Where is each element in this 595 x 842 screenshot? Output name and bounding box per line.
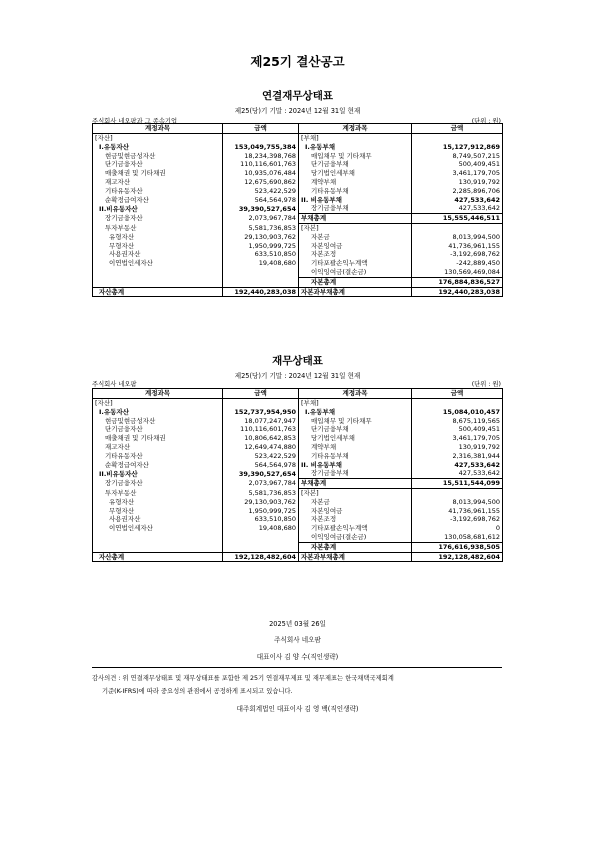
column-header: 계정과목 — [299, 389, 412, 399]
asset-account: [자산] — [93, 399, 223, 408]
liability-equity-account: 장기금융부채 — [299, 469, 412, 478]
liability-equity-account: 장기금융부채 — [299, 204, 412, 213]
liability-equity-amount: -242,889,450 — [412, 259, 503, 268]
asset-account: 유형자산 — [93, 498, 223, 507]
table-row — [93, 268, 503, 277]
total-liabilities-equity-amount: 192,128,482,604 — [412, 552, 503, 562]
liability-equity-amount: 3,461,179,705 — [412, 434, 503, 443]
asset-amount — [223, 542, 299, 552]
table-row — [93, 443, 503, 452]
liability-equity-account: [부채] — [299, 134, 412, 143]
liability-equity-account: 당기법인세부채 — [299, 434, 412, 443]
table-row — [93, 242, 503, 251]
liability-equity-account: 계약부채 — [299, 443, 412, 452]
asset-account: 기타유동자산 — [93, 187, 223, 196]
liability-equity-amount: 15,127,912,869 — [412, 143, 503, 152]
liability-equity-account: 부채총계 — [299, 479, 412, 489]
column-header: 금액 — [412, 389, 503, 399]
ceo-signature: 대표이사 김 양 수(직인생략) — [256, 653, 339, 661]
total-assets-amount: 192,440,283,038 — [223, 287, 299, 297]
liability-equity-amount: 41,736,961,155 — [412, 507, 503, 516]
table-row — [93, 196, 503, 205]
liability-equity-account: 부채총계 — [299, 214, 412, 224]
liability-equity-account: 자본총계 — [299, 277, 412, 287]
asset-amount: 19,408,680 — [223, 259, 299, 268]
asset-account: 순확정급여자산 — [93, 196, 223, 205]
asset-account: II.비유동자산 — [93, 204, 223, 213]
asset-amount: 12,649,474,880 — [223, 443, 299, 452]
asset-account: 사용권자산 — [93, 515, 223, 524]
asset-account: 순확정급여자산 — [93, 461, 223, 470]
asset-amount: 29,130,903,762 — [223, 233, 299, 242]
table-row — [93, 434, 503, 443]
liability-equity-amount: 130,919,792 — [412, 178, 503, 187]
table-row — [93, 469, 503, 478]
asset-amount — [223, 134, 299, 143]
asset-amount: 2,073,967,784 — [223, 479, 299, 489]
liability-equity-account: [자본] — [299, 223, 412, 232]
table-row — [93, 250, 503, 259]
total-assets-label: 자산총계 — [93, 552, 223, 562]
liability-equity-account: 단기금융부채 — [299, 425, 412, 434]
table-row — [93, 515, 503, 524]
liability-equity-account: 자본조정 — [299, 250, 412, 259]
table-row — [93, 277, 503, 287]
liability-equity-amount: -3,192,698,762 — [412, 515, 503, 524]
liability-equity-account: 기타포괄손익누계액 — [299, 259, 412, 268]
total-row — [93, 287, 503, 297]
asset-account: I.유동자산 — [93, 408, 223, 417]
asset-amount: 39,390,527,654 — [223, 469, 299, 478]
asset-amount: 10,806,642,853 — [223, 434, 299, 443]
asset-amount: 18,234,398,768 — [223, 152, 299, 161]
asset-account: II.비유동자산 — [93, 469, 223, 478]
asset-amount: 2,073,967,784 — [223, 214, 299, 224]
asset-amount — [223, 399, 299, 408]
audit-opinion-line2: 기준(K-IFRS)에 따라 중요성의 관점에서 공정하게 표시되고 있습니다. — [102, 688, 293, 695]
column-header: 계정과목 — [93, 124, 223, 134]
table-row — [93, 452, 503, 461]
liability-equity-account: 자본총계 — [299, 542, 412, 552]
asset-account: 재고자산 — [93, 443, 223, 452]
liability-equity-amount: 500,409,451 — [412, 160, 503, 169]
table-row — [93, 479, 503, 489]
liability-equity-amount: 130,919,792 — [412, 443, 503, 452]
asset-account: 사용권자산 — [93, 250, 223, 259]
liability-equity-amount: 427,533,642 — [412, 204, 503, 213]
asset-account: 매출채권 및 기타채권 — [93, 169, 223, 178]
asset-account: [자산] — [93, 134, 223, 143]
table-row — [93, 417, 503, 426]
consolidated-balance-table — [92, 123, 503, 297]
asset-amount: 29,130,903,762 — [223, 498, 299, 507]
auditor-signature: 대주회계법인 대표이사 김 영 백(직인생략) — [236, 705, 359, 713]
table-row — [93, 408, 503, 417]
total-row — [93, 552, 503, 562]
liability-equity-amount: 176,884,836,527 — [412, 277, 503, 287]
table-row — [93, 134, 503, 143]
column-header: 계정과목 — [93, 389, 223, 399]
liability-equity-amount: 130,058,681,612 — [412, 533, 503, 542]
liability-equity-amount: 8,013,994,500 — [412, 498, 503, 507]
liability-equity-account: II. 비유동부채 — [299, 196, 412, 205]
asset-account: 투자부동산 — [93, 488, 223, 497]
asset-account: 장기금융자산 — [93, 214, 223, 224]
asset-amount: 564,564,978 — [223, 196, 299, 205]
asset-account: 이연법인세자산 — [93, 259, 223, 268]
separate-period: 제25(당)기 기말 : 2024년 12월 31일 현재 — [234, 372, 361, 380]
asset-account: 기타유동자산 — [93, 452, 223, 461]
consolidated-period: 제25(당)기 기말 : 2024년 12월 31일 현재 — [234, 107, 361, 115]
table-row — [93, 542, 503, 552]
liability-equity-account: 기타유동부채 — [299, 187, 412, 196]
asset-amount: 12,675,690,862 — [223, 178, 299, 187]
asset-amount: 523,422,529 — [223, 187, 299, 196]
asset-amount: 110,116,601,763 — [223, 425, 299, 434]
liability-equity-amount: 15,555,446,511 — [412, 214, 503, 224]
table-row — [93, 233, 503, 242]
liability-equity-account: 매입채무 및 기타채무 — [299, 417, 412, 426]
liability-equity-amount: 130,569,469,084 — [412, 268, 503, 277]
table-row — [93, 160, 503, 169]
table-row — [93, 143, 503, 152]
asset-account: 장기금융자산 — [93, 479, 223, 489]
table-row — [93, 204, 503, 213]
separate-statement-title: 재무상태표 — [272, 355, 323, 367]
liability-equity-amount: 427,533,642 — [412, 196, 503, 205]
table-row — [93, 524, 503, 533]
asset-amount: 10,935,076,484 — [223, 169, 299, 178]
asset-amount: 18,077,247,947 — [223, 417, 299, 426]
asset-account: 현금및현금성자산 — [93, 152, 223, 161]
liability-equity-account: 계약부채 — [299, 178, 412, 187]
asset-amount: 523,422,529 — [223, 452, 299, 461]
liability-equity-amount: 8,013,994,500 — [412, 233, 503, 242]
liability-equity-amount — [412, 488, 503, 497]
asset-amount: 633,510,850 — [223, 515, 299, 524]
asset-amount: 1,950,999,725 — [223, 507, 299, 516]
table-row — [93, 223, 503, 232]
asset-amount — [223, 277, 299, 287]
liability-equity-amount: 427,533,642 — [412, 469, 503, 478]
total-assets-label: 자산총계 — [93, 287, 223, 297]
table-row — [93, 187, 503, 196]
liability-equity-amount: 15,084,010,457 — [412, 408, 503, 417]
column-header: 금액 — [223, 389, 299, 399]
liability-equity-amount — [412, 223, 503, 232]
liability-equity-amount: 176,616,938,505 — [412, 542, 503, 552]
liability-equity-account: I.유동부채 — [299, 408, 412, 417]
asset-account: 매출채권 및 기타채권 — [93, 434, 223, 443]
table-row — [93, 533, 503, 542]
liability-equity-account: 자본조정 — [299, 515, 412, 524]
audit-opinion-line1: 감사의견 : 위 연결재무상태표 및 재무상태표를 포함한 제 25기 연결재무제표 및 재무제표는 한국채택국제회계 — [92, 675, 394, 682]
liability-equity-amount: 2,316,381,944 — [412, 452, 503, 461]
total-assets-amount: 192,128,482,604 — [223, 552, 299, 562]
asset-amount: 633,510,850 — [223, 250, 299, 259]
table-header-row — [93, 389, 503, 399]
liability-equity-account: 자본잉여금 — [299, 507, 412, 516]
table-row — [93, 461, 503, 470]
table-row — [93, 488, 503, 497]
table-row — [93, 399, 503, 408]
asset-account: 재고자산 — [93, 178, 223, 187]
liability-equity-account: 매입채무 및 기타채무 — [299, 152, 412, 161]
separate-company: 주식회사 네오팜 — [92, 381, 137, 388]
asset-account: I.유동자산 — [93, 143, 223, 152]
company-name: 주식회사 네오팜 — [274, 636, 321, 644]
column-header: 금액 — [223, 124, 299, 134]
table-row — [93, 214, 503, 224]
asset-account: 이연법인세자산 — [93, 524, 223, 533]
liability-equity-account: 기타포괄손익누계액 — [299, 524, 412, 533]
divider — [92, 667, 502, 668]
separate-unit: (단위 : 원) — [471, 381, 501, 388]
column-header: 금액 — [412, 124, 503, 134]
liability-equity-amount: 41,736,961,155 — [412, 242, 503, 251]
liability-equity-amount: 8,749,507,215 — [412, 152, 503, 161]
liability-equity-account: 자본금 — [299, 498, 412, 507]
liability-equity-amount: -3,192,698,762 — [412, 250, 503, 259]
asset-amount: 5,581,736,853 — [223, 488, 299, 497]
asset-amount: 153,049,755,384 — [223, 143, 299, 152]
asset-amount: 152,737,954,950 — [223, 408, 299, 417]
liability-equity-account: 단기금융부채 — [299, 160, 412, 169]
asset-account: 유형자산 — [93, 233, 223, 242]
consolidated-company: 주식회사 네오팜과 그 종속기업 — [92, 118, 178, 125]
table-header-row — [93, 124, 503, 134]
announcement-title: 제25기 결산공고 — [250, 54, 345, 69]
liability-equity-amount: 15,511,544,099 — [412, 479, 503, 489]
liability-equity-amount: 3,461,179,705 — [412, 169, 503, 178]
asset-account: 단기금융자산 — [93, 425, 223, 434]
asset-amount — [223, 268, 299, 277]
asset-amount — [223, 533, 299, 542]
asset-amount: 564,564,978 — [223, 461, 299, 470]
liability-equity-account: 이익잉여금(결손금) — [299, 268, 412, 277]
liability-equity-amount: 8,675,119,565 — [412, 417, 503, 426]
asset-amount: 19,408,680 — [223, 524, 299, 533]
liability-equity-account: [자본] — [299, 488, 412, 497]
liability-equity-account: 당기법인세부채 — [299, 169, 412, 178]
liability-equity-amount — [412, 399, 503, 408]
liability-equity-amount: 500,409,451 — [412, 425, 503, 434]
asset-amount: 1,950,999,725 — [223, 242, 299, 251]
asset-account: 투자부동산 — [93, 223, 223, 232]
table-row — [93, 498, 503, 507]
asset-account: 현금및현금성자산 — [93, 417, 223, 426]
asset-account — [93, 277, 223, 287]
table-row — [93, 178, 503, 187]
asset-account — [93, 268, 223, 277]
asset-account — [93, 542, 223, 552]
consolidated-unit: (단위 : 원) — [471, 118, 501, 125]
separate-balance-table — [92, 388, 503, 562]
table-row — [93, 425, 503, 434]
total-liabilities-equity-amount: 192,440,283,038 — [412, 287, 503, 297]
asset-account — [93, 533, 223, 542]
consolidated-statement-title: 연결재무상태표 — [261, 90, 333, 102]
table-row — [93, 152, 503, 161]
table-row — [93, 169, 503, 178]
announcement-date: 2025년 03월 26일 — [269, 620, 326, 628]
liability-equity-amount: 2,285,896,706 — [412, 187, 503, 196]
liability-equity-account: 자본잉여금 — [299, 242, 412, 251]
liability-equity-amount: 0 — [412, 524, 503, 533]
total-liabilities-equity-label: 자본과부채총계 — [299, 287, 412, 297]
asset-account: 무형자산 — [93, 242, 223, 251]
liability-equity-account: 기타유동부채 — [299, 452, 412, 461]
asset-amount: 5,581,736,853 — [223, 223, 299, 232]
table-row — [93, 259, 503, 268]
liability-equity-account: 자본금 — [299, 233, 412, 242]
liability-equity-account: [부채] — [299, 399, 412, 408]
liability-equity-amount: 427,533,642 — [412, 461, 503, 470]
asset-account: 무형자산 — [93, 507, 223, 516]
liability-equity-account: I.유동부채 — [299, 143, 412, 152]
column-header: 계정과목 — [299, 124, 412, 134]
asset-amount: 39,390,527,654 — [223, 204, 299, 213]
table-row — [93, 507, 503, 516]
liability-equity-account: II. 비유동부채 — [299, 461, 412, 470]
liability-equity-account: 이익잉여금(결손금) — [299, 533, 412, 542]
asset-account: 단기금융자산 — [93, 160, 223, 169]
asset-amount: 110,116,601,763 — [223, 160, 299, 169]
liability-equity-amount — [412, 134, 503, 143]
total-liabilities-equity-label: 자본과부채총계 — [299, 552, 412, 562]
